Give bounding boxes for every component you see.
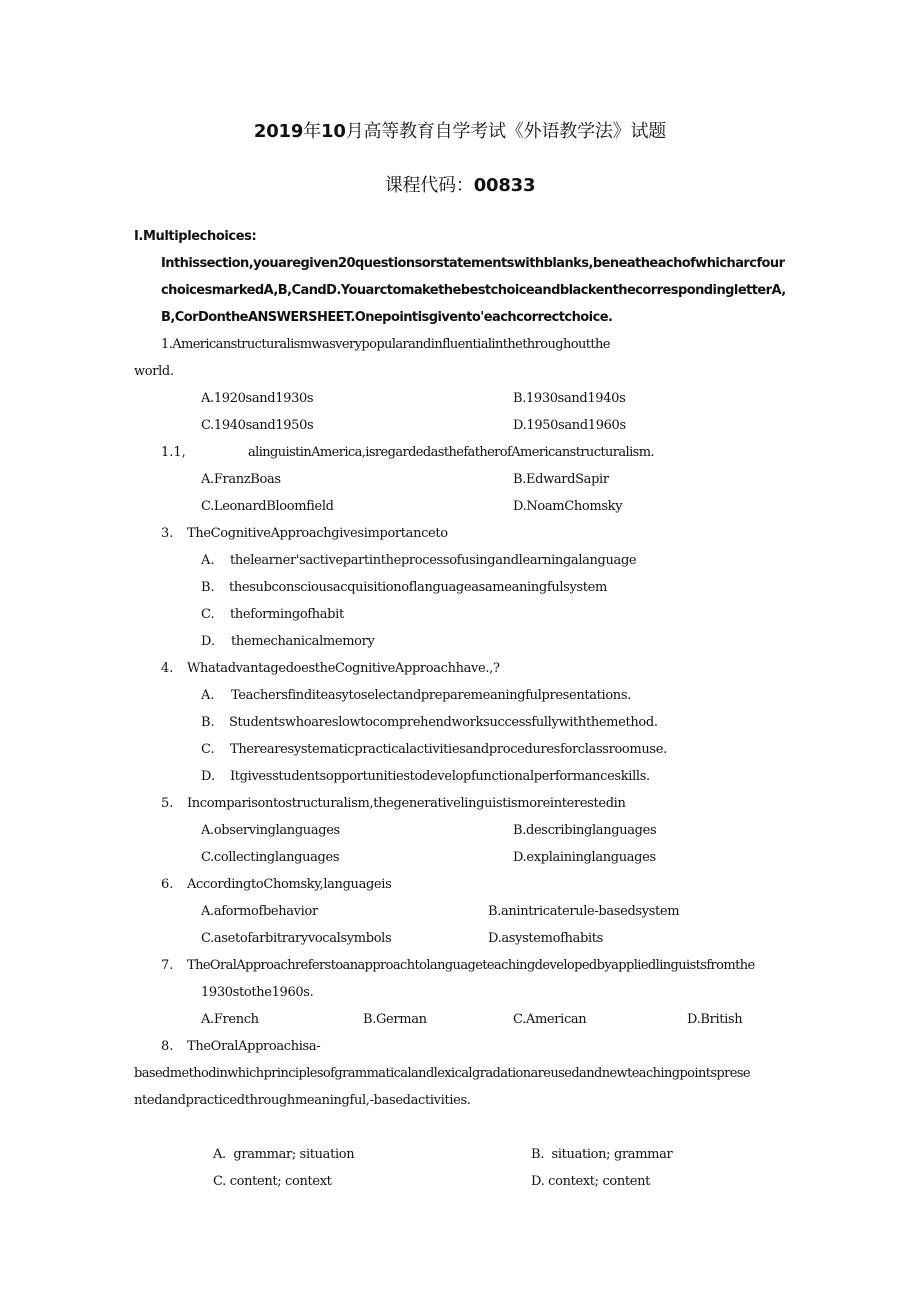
- q1-option-d: D.1950sand1960s: [513, 418, 626, 433]
- q7-option-d: D.British: [687, 1012, 743, 1027]
- q6-number: 6.: [161, 877, 174, 892]
- q4-option-a: Teachersfinditeasytoselectandpreparemeaningfulpresentations.: [231, 688, 631, 703]
- q8-number: 8.: [161, 1039, 174, 1054]
- q4-option-c: Therearesystematicpracticalactivitiesandproceduresforclassroomuse.: [230, 742, 667, 757]
- q7-stem-cont: 1930stothe1960s.: [201, 985, 314, 1000]
- q3-option-c-letter: C.: [201, 607, 215, 622]
- exam-title: [0, 117, 920, 143]
- q8-option-c: C. content; context: [213, 1174, 332, 1189]
- q7-stem: TheOralApproachreferstoanapproachtolanguageteachingdevelopedbyappliedlinguistsfromthe: [187, 958, 755, 973]
- q1-option-a: A.1920sand1930s: [201, 391, 314, 406]
- q6-option-c: C.asetofarbitraryvocalsymbols: [201, 931, 392, 946]
- q5-option-a: A.observinglanguages: [201, 823, 340, 838]
- course-code-label: 课程代码：: [384, 175, 474, 196]
- title-year-char: 年: [303, 121, 322, 142]
- q5-stem: Incomparisontostructuralism,thegenerativelinguistismoreinterestedin: [187, 796, 626, 811]
- q3-option-a: thelearner'sactivepartintheprocessofusingandlearningalanguage: [230, 553, 637, 568]
- q3-option-b: thesubconsciousacquisitionoflanguageasameaningfulsystem: [229, 580, 607, 595]
- q3-option-d-letter: D.: [201, 634, 216, 649]
- q4-option-b-letter: B.: [201, 715, 215, 730]
- q4-option-d: Itgivesstudentsopportunitiestodevelopfunctionalperformanceskills.: [230, 769, 650, 784]
- course-code-value: 00833: [473, 175, 536, 196]
- q8-stem: TheOralApproachisa-: [187, 1039, 321, 1054]
- q2-option-a: A.FranzBoas: [201, 472, 281, 487]
- q3-option-b-letter: B.: [201, 580, 215, 595]
- q2-option-d: D.NoamChomsky: [513, 499, 623, 514]
- course-code: [0, 171, 920, 197]
- q2-number: 1.1,: [161, 445, 186, 460]
- q7-number: 7.: [161, 958, 174, 973]
- title-year: 2019: [253, 121, 304, 142]
- q7-option-a: A.French: [201, 1012, 259, 1027]
- q5-option-d: D.explaininglanguages: [513, 850, 656, 865]
- q4-number: 4.: [161, 661, 174, 676]
- q3-option-a-letter: A.: [201, 553, 215, 568]
- instruction-line-3: B,CorDontheANSWERSHEET.Onepointisgivento'eachcorrectchoice.: [161, 310, 613, 325]
- q5-number: 5.: [161, 796, 174, 811]
- q1-option-b: B.1930sand1940s: [513, 391, 626, 406]
- q4-option-d-letter: D.: [201, 769, 216, 784]
- q4-option-a-letter: A.: [201, 688, 215, 703]
- q7-option-b: B.German: [363, 1012, 427, 1027]
- instruction-line-2: choicesmarkedA,B,CandD.YouarctomakethebestchoiceandblackenthecorrespondingletterA,: [161, 283, 786, 298]
- section-heading: I.Multiplechoices:: [134, 229, 257, 244]
- q3-stem: TheCognitiveApproachgivesimportanceto: [187, 526, 448, 541]
- q2-option-b: B.EdwardSapir: [513, 472, 609, 487]
- q3-number: 3.: [161, 526, 174, 541]
- q8-stem-cont-2: ntedandpracticedthroughmeaningful,-basedactivities.: [134, 1093, 471, 1108]
- q1-stem: 1.Americanstructuralismwasverypopularandinfluentialinthethroughoutthe: [161, 337, 610, 352]
- q4-option-b: Studentswhoareslowtocomprehendworksuccessfullywiththemethod.: [229, 715, 658, 730]
- q6-option-b: B.anintricaterule-basedsystem: [488, 904, 680, 919]
- q6-option-a: A.aformofbehavior: [201, 904, 318, 919]
- title-text: 月高等教育自学考试《外语教学法》试题: [345, 121, 667, 142]
- q7-option-c: C.American: [513, 1012, 587, 1027]
- q4-stem: WhatadvantagedoestheCognitiveApproachhave.,?: [187, 661, 500, 676]
- q5-option-b: B.describinglanguages: [513, 823, 657, 838]
- q1-stem-cont: world.: [134, 364, 174, 379]
- q8-option-a: A. grammar; situation: [213, 1147, 355, 1162]
- q5-option-c: C.collectinglanguages: [201, 850, 340, 865]
- q1-option-c: C.1940sand1950s: [201, 418, 314, 433]
- instruction-line-1: Inthissection,youaregiven20questionsorstatementswithblanks,beneatheachofwhicharcfour: [161, 256, 785, 271]
- title-month: 10: [321, 121, 346, 142]
- q8-option-d: D. context; content: [531, 1174, 651, 1189]
- q3-option-c: theformingofhabit: [230, 607, 344, 622]
- q8-stem-cont: basedmethodinwhichprinciplesofgrammaticalandlexicalgradationareusedandnewteachingpointsprese: [134, 1066, 751, 1081]
- q3-option-d: themechanicalmemory: [231, 634, 375, 649]
- q2-option-c: C.LeonardBloomfield: [201, 499, 334, 514]
- q6-option-d: D.asystemofhabits: [488, 931, 603, 946]
- q4-option-c-letter: C.: [201, 742, 215, 757]
- q8-option-b: B. situation; grammar: [531, 1147, 673, 1162]
- q2-stem: alinguistinAmerica,isregardedasthefatherofAmericanstructuralism.: [248, 445, 654, 460]
- q6-stem: AccordingtoChomsky,languageis: [187, 877, 392, 892]
